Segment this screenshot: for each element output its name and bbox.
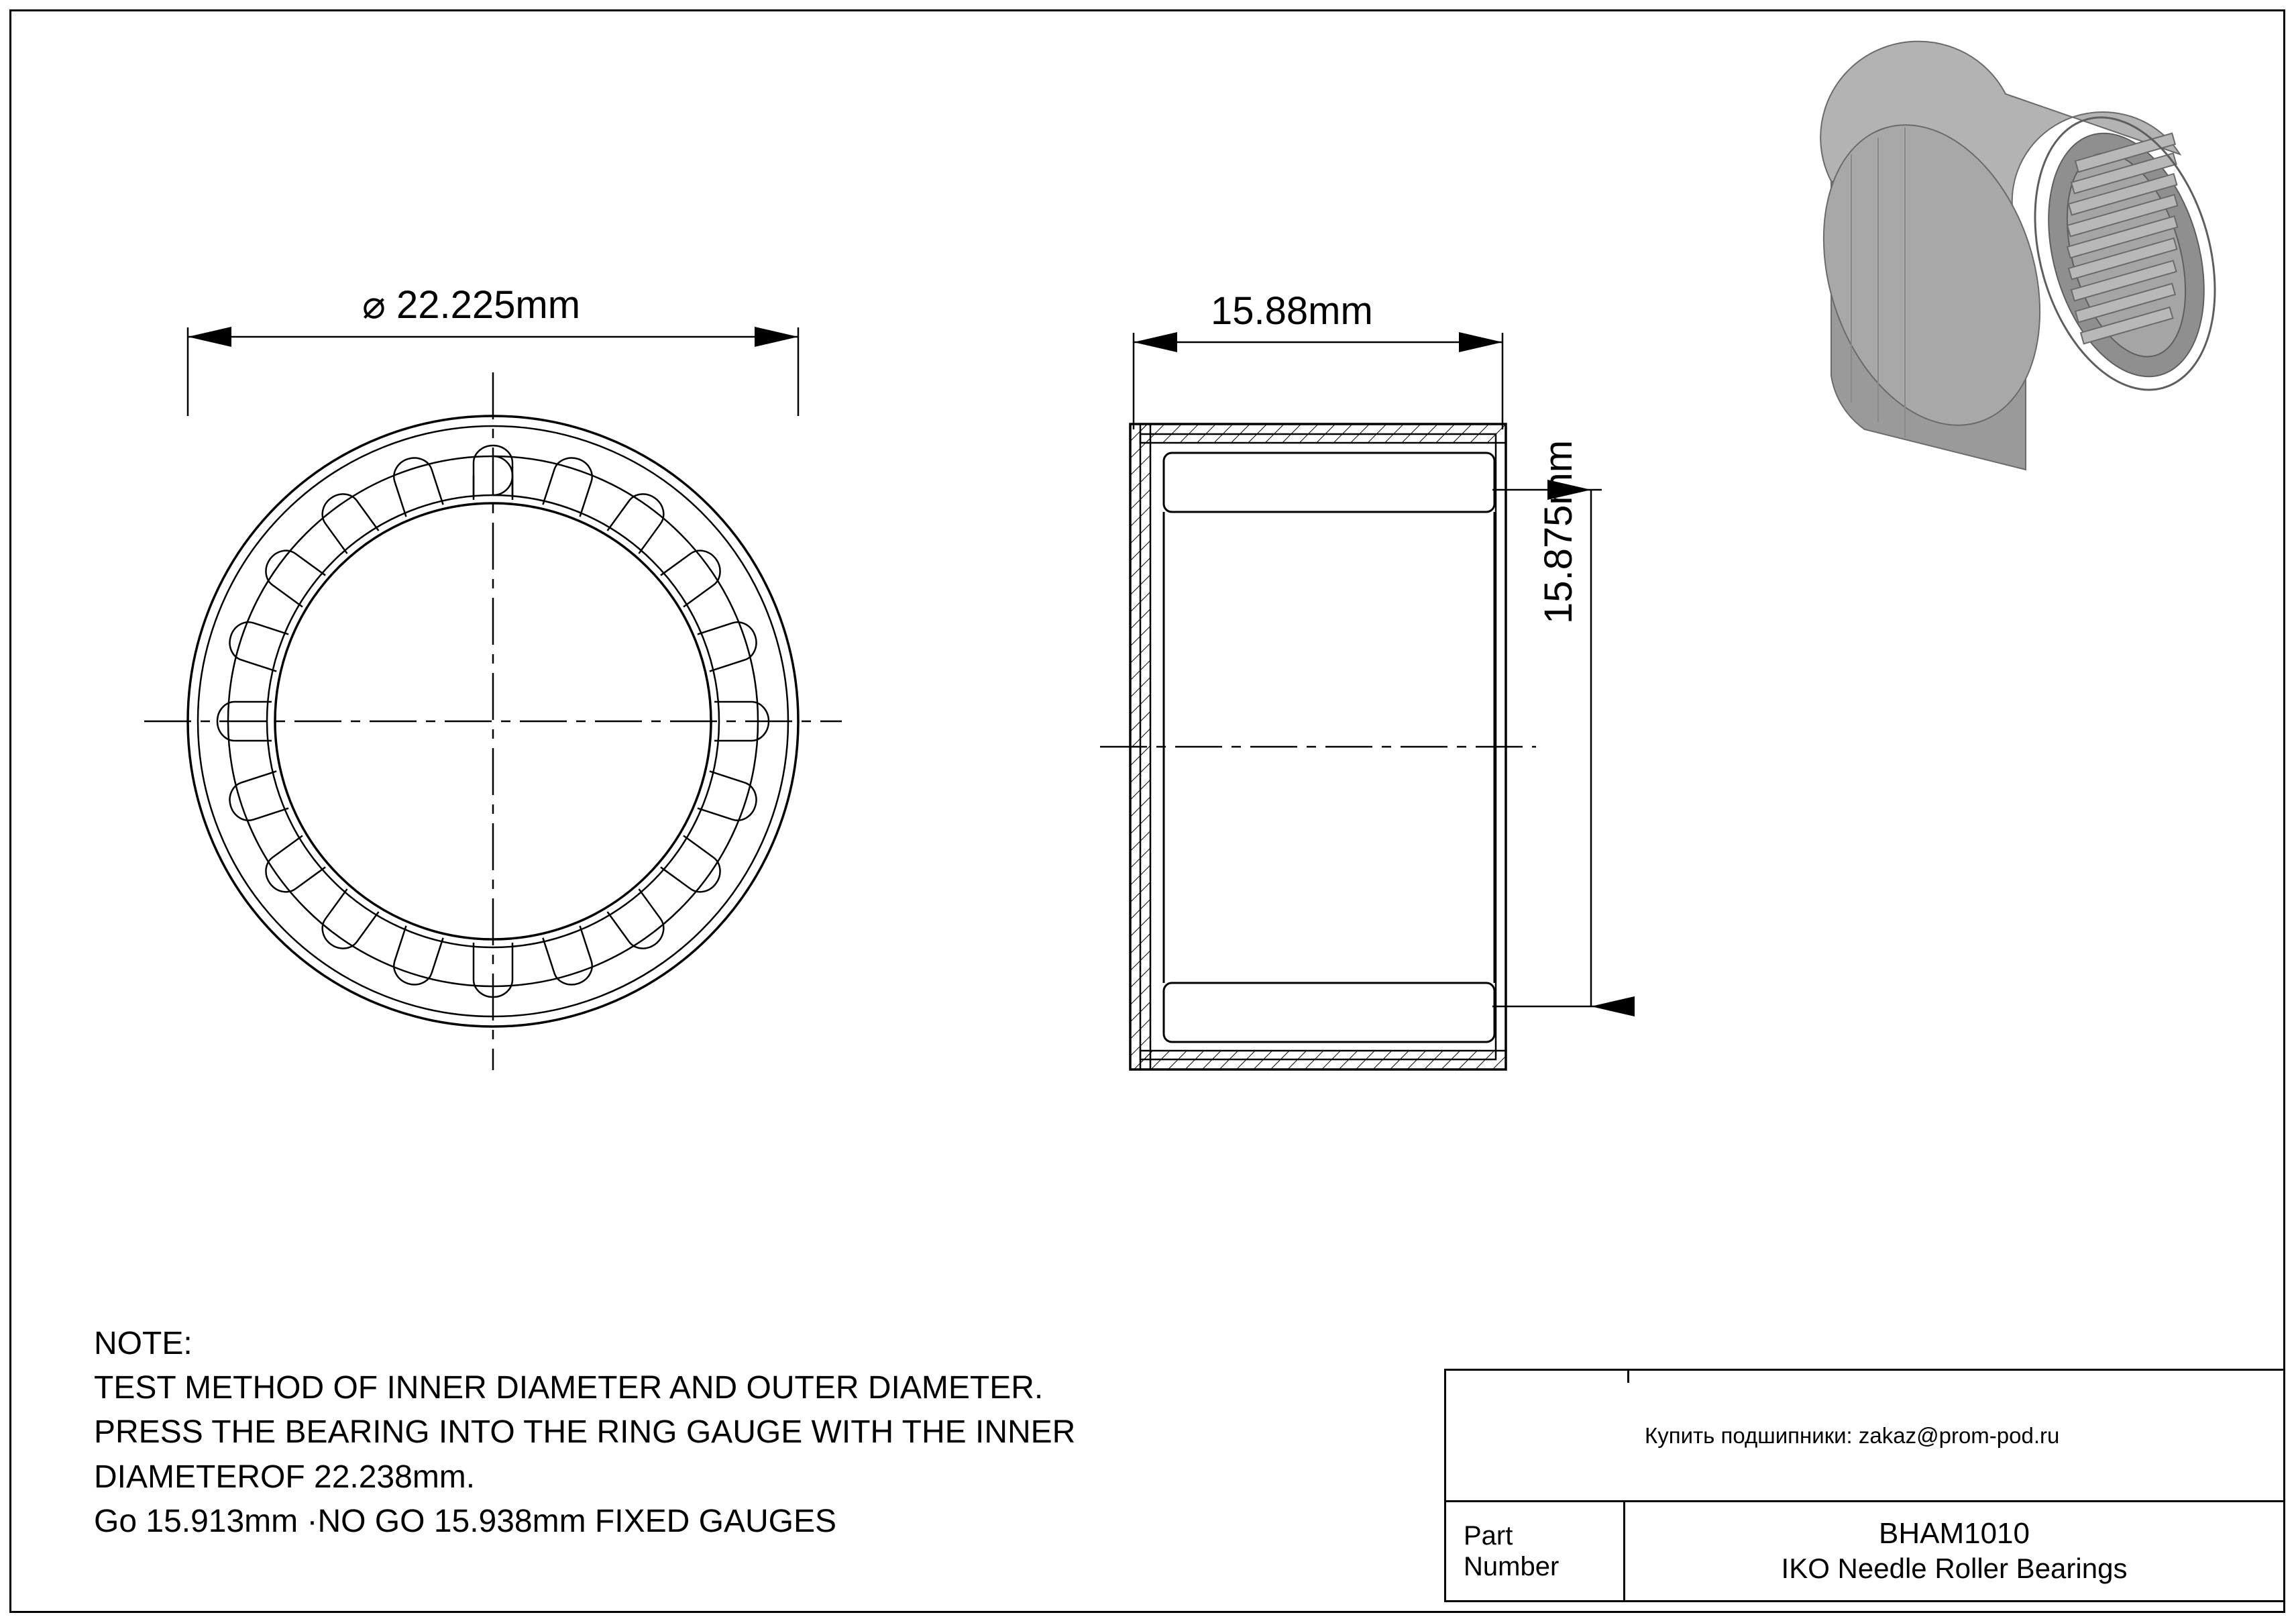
product-description: IKO Needle Roller Bearings xyxy=(1781,1553,2128,1585)
note-line-1: TEST METHOD OF INNER DIAMETER AND OUTER DIAMETER. xyxy=(94,1370,1044,1406)
part-label-line-1: Part xyxy=(1464,1520,1513,1551)
title-block-body xyxy=(1446,1502,2283,1600)
note-line-4: Go 15.913mm ·NO GO 15.938mm FIXED GAUGES xyxy=(94,1503,836,1539)
bearing-3d-render xyxy=(1804,27,2274,490)
dimension-label-outer-diameter: ⌀ 22.225mm xyxy=(362,283,581,327)
title-block-divider xyxy=(1627,1371,1629,1383)
title-block xyxy=(1444,1369,2285,1602)
note-line-3: DIAMETEROF 22.238mm. xyxy=(94,1459,476,1495)
title-block-header xyxy=(1446,1371,2283,1502)
note-line-2: PRESS THE BEARING INTO THE RING GAUGE WITH THE INNER xyxy=(94,1414,1076,1451)
part-number-value-group xyxy=(1625,1502,2283,1600)
part-number-label xyxy=(1446,1502,1625,1600)
dimension-label-inner-diameter: 15.875mm xyxy=(1537,439,1580,624)
dimension-label-width: 15.88mm xyxy=(1211,289,1373,333)
part-number-value: BHAM1010 xyxy=(1878,1517,2030,1551)
contact-line: Купить подшипники: zakaz@prom-pod.ru xyxy=(1645,1423,2060,1448)
note-heading: NOTE: xyxy=(94,1326,193,1361)
note-block xyxy=(94,1322,1075,1544)
part-label-line-2: Number xyxy=(1464,1552,1560,1581)
